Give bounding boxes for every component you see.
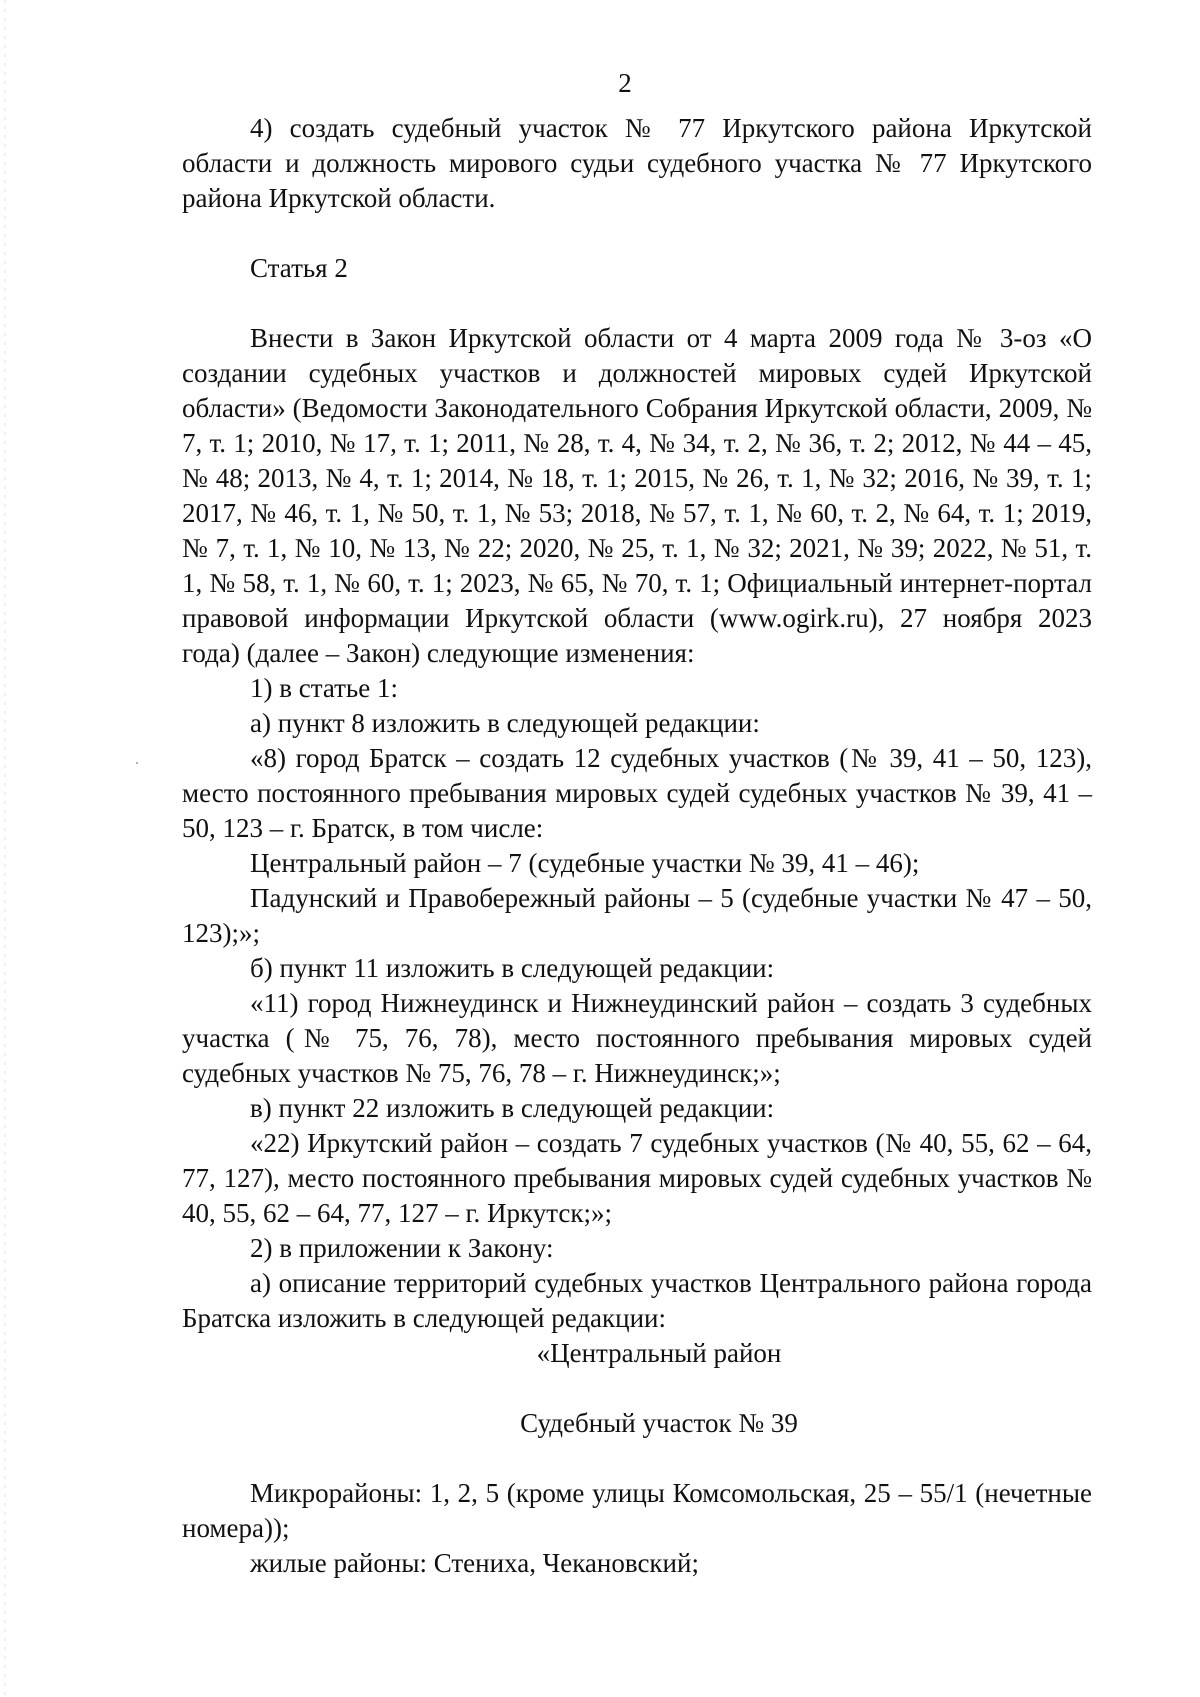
plot-title: Судебный участок № 39 — [520, 1408, 798, 1438]
paragraph-item-2a: а) описание территорий судебных участков Центрального района города Братска изложить в следующей редакции: — [182, 1268, 1092, 1333]
paragraph-item-1: 1) в статье 1: — [250, 673, 398, 703]
paragraph-item-4: 4) создать судебный участок № 77 Иркутского района Иркутской области и должность мирового судьи судебного участка № 77 Иркутского района Иркутской области. — [182, 113, 1092, 213]
document-body — [182, 111, 1092, 1581]
page-number: 2 — [618, 68, 632, 98]
paragraph-central-district: Центральный район – 7 (судебные участки № 39, 41 – 46); — [250, 848, 920, 878]
article-heading: Статья 2 — [250, 253, 348, 283]
scan-speck — [136, 762, 138, 764]
paragraph-intro: Внести в Закон Иркутской области от 4 марта 2009 года № 3-оз «О создании судебных участков и должностей мировых судей Иркутской области» (Ведомости Законодательного Собрания Иркутской области, 2009, № 7, т. 1; 2010, № 17, т. 1; 2011, № 28, т. 4, № 34, т. 2, № 36, т. 2; 2012, № 44 – 45, № 48; 2013, № 4, т. 1; 2014, № 18, т. 1; 2015, № 26, т. 1, № 32; 2016, № 39, т. 1; 2017, № 46, т. 1, № 50, т. 1, № 53; 2018, № 57, т. 1, № 60, т. 2, № 64, т. 1; 2019, № 7, т. 1, № 10, № 13, № 22; 2020, № 25, т. 1, № 32; 2021, № 39; 2022, № 51, т. 1, № 58, т. 1, № 60, т. 1; 2023, № 65, № 70, т. 1; Официальный интернет-портал правовой информации Иркутской области (www.ogirk.ru), 27 ноября 2023 года) (далее – Закон) следующие изменения: — [182, 323, 1092, 668]
scan-edge-artifact — [4, 0, 6, 1697]
paragraph-microdistricts: Микрорайоны: 1, 2, 5 (кроме улицы Комсомольская, 25 – 55/1 (нечетные номера)); — [182, 1478, 1092, 1543]
paragraph-residential: жилые районы: Стениха, Чекановский; — [250, 1548, 699, 1578]
paragraph-item-1v-text: «22) Иркутский район – создать 7 судебных участков (№ 40, 55, 62 – 64, 77, 127), место постоянного пребывания мировых судей судебных участков № 40, 55, 62 – 64, 77, 127 – г. Иркутск;»; — [182, 1128, 1092, 1228]
paragraph-item-2: 2) в приложении к Закону: — [250, 1233, 554, 1263]
district-title: «Центральный район — [536, 1338, 782, 1368]
paragraph-item-1b-text: «11) город Нижнеудинск и Нижнеудинский район – создать 3 судебных участка (№ 75, 76, 78), место постоянного пребывания мировых судей судебных участков № 75, 76, 78 – г. Нижнеудинск;»; — [182, 988, 1092, 1088]
paragraph-item-1a: а) пункт 8 изложить в следующей редакции: — [250, 708, 760, 738]
paragraph-padun-district: Падунский и Правобережный районы – 5 (судебные участки № 47 – 50, 123);»; — [182, 883, 1092, 948]
paragraph-item-1v: в) пункт 22 изложить в следующей редакции: — [250, 1093, 775, 1123]
paragraph-item-1a-text: «8) город Братск – создать 12 судебных участков (№ 39, 41 – 50, 123), место постоянного пребывания мировых судей судебных участков № 39, 41 – 50, 123 – г. Братск, в том числе: — [182, 743, 1092, 843]
paragraph-item-1b: б) пункт 11 изложить в следующей редакции: — [250, 953, 775, 983]
